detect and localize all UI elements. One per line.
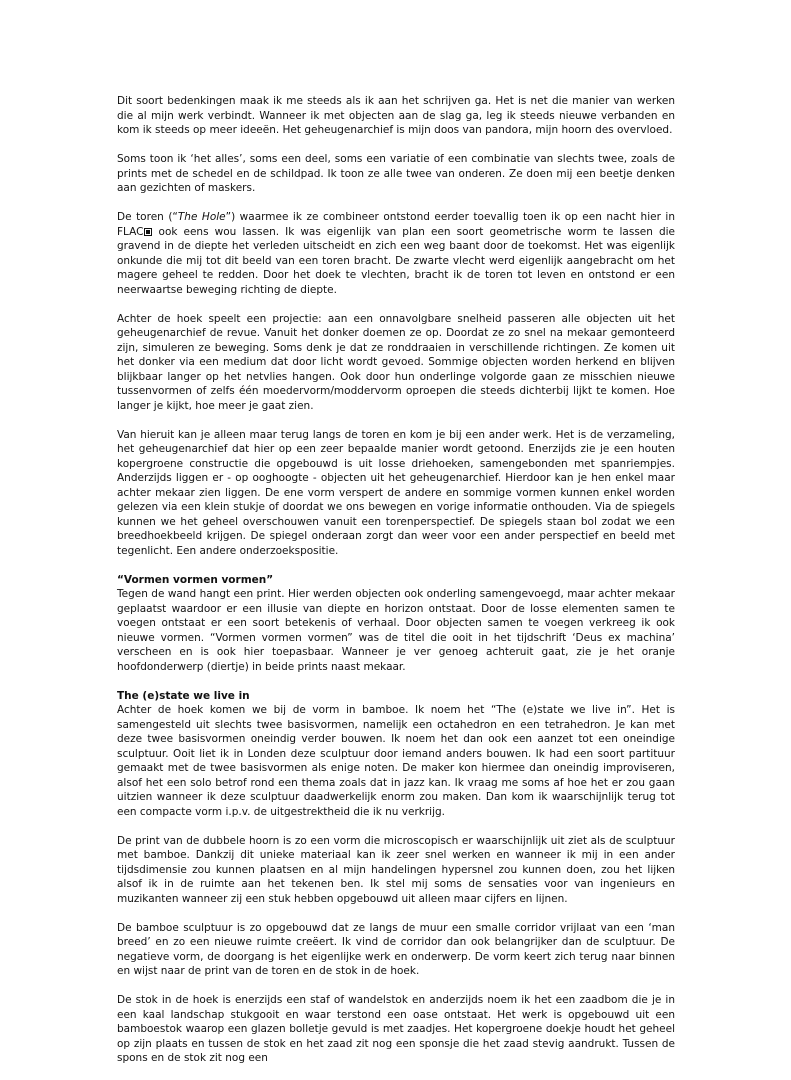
paragraph-projection: Achter de hoek speelt een projectie: aan een onnavolgbare snelheid passeren alle objecten uit het geheugenarchief de revue. Vanuit het donker doemen ze op. Doordat ze zo snel na mekaar gemonteerd zijn, simuleren ze beweging. Soms denk je dat ze ronddraaien in verschillende richtingen. Ze komen uit het donker via een medium dat door licht wordt gevoed. Sommige objecten worden herkend en blijven blijkbaar langer op het netvlies hangen. Ook door hun onderlinge volgorde gaan ze misschien nieuwe tussenvormen of zelfs één moedervorm/moddervorm oproepen die steeds dichterbij lijkt te komen. Hoe langer je kijkt, hoe meer je gaat zien.: [117, 312, 675, 412]
section-body-estate: Achter de hoek komen we bij de vorm in bamboe. Ik noem het “The (e)state we live in”. Het is samengesteld uit slechts twee basisvormen, namelijk een octahedron en een tetrahedron. Je kan met deze twee basisvormen oneindig verder bouwen. Ik noem het dan ook een aanzet tot een oneindige sculptuur. Ooit liet ik in Londen deze sculptuur door iemand anders bouwen. Ik had een soort partituur gemaakt met de twee basisvormen als enige noten. De maker kon hiermee dan oneindig improviseren, alsof het een solo betrof rond een thema zoals dat in jazz kan. Ik vraag me soms af hoe het er zou gaan uitzien wanneer ik deze sculptuur daadwerkelijk enorm zou maken. Dan kom ik waarschijnlijk terug tot een compacte vorm i.p.v. de uitgestrektheid die ik nu verkrijg.: [117, 704, 675, 818]
tower-text-end: ook eens wou lassen. Ik was eigenlijk van plan een soort geometrische worm te lassen die gravend in de diepte het verleden uitscheidt en zich een weg baant door de toekomst. Het was eigenlijk onkunde die mij tot dit beeld van een toren bracht. De zwarte vlecht werd eigenlijk aangebracht om het magere geheel te redden. Door het doek te vlechten, bracht ik de toren tot leven en ontstond er een neerwaartse beweging richting de diepte.: [117, 225, 675, 296]
tower-text-mid: ”) waarmee ik ze combineer ontstond eerder toevallig toen ik op een nacht hier in FLAC: [117, 211, 676, 238]
section-estate: [117, 689, 675, 820]
paragraph-seed-bomb: De stok in de hoek is enerzijds een staf of wandelstok en anderzijds noem ik het een zaadbom die je in een kaal landschap stukgooit en waar terstond een oase ontstaat. Het werk is opgebouwd uit een bamboestok waarop een glazen bolletje gevuld is met zaadjes. Het kopergroene doekje houdt het geheel op zijn plaats en tussen de stok en het zaad zit nog een sponsje die het zaad stevig aandrukt. Tussen de spons en de stok zit nog een: [117, 994, 675, 1064]
paragraph-archive: Van hieruit kan je alleen maar terug langs de toren en kom je bij een ander werk. Het is de verzameling, het geheugenarchief dat hier op een zeer bepaalde manier wordt getoond. Enerzijds zie je een houten kopergroene constructie die opgebouwd is uit losse driehoeken, samengebonden met spanriempjes. Anderzijds liggen er - op ooghoogte - objecten uit het geheugenarchief. Hierdoor kan je hen enkel maar achter mekaar zien liggen. De ene vorm verspert de andere en sommige vormen kunnen enkel worden gelezen via een klein stukje of doordat we ons bewegen en vorige informatie onthouden. Via de spiegels kunnen we het geheel overschouwen vanuit een torenperspectief. De spiegels staan bol zodat we een breedhoekbeeld krijgen. De spiegel onderaan zorgt dan weer voor een ander perspectief en beeld met tegenlicht. Een andere onderzoekspositie.: [117, 428, 675, 557]
paragraph-tower: [117, 210, 675, 297]
paragraph-prints: Soms toon ik ‘het alles’, soms een deel, soms een variatie of een combinatie van slechts twee, zoals de prints met de schedel en de schildpad. Ik toon ze alle twee van onderen. Ze doen mij een beetje denken aan gezichten of maskers.: [117, 153, 675, 194]
section-heading-estate: The (e)state we live in: [117, 689, 250, 702]
section-vormen: [117, 573, 675, 675]
section-heading-vormen: “Vormen vormen vormen”: [117, 573, 274, 586]
section-body-vormen: Tegen de wand hangt een print. Hier werden objecten ook onderling samengevoegd, maar achter mekaar geplaatst waardoor er een illusie van diepte en horizon ontstaat. Door de losse elementen samen te voegen ontstaat er een soort betekenis of verhaal. Door objecten samen te voegen verkreeg ik ook nieuwe vormen. “Vormen vormen vormen” was de titel die ooit in het tijdschrift ‘Deus ex machina’ verscheen en is ook hier toepasbaar. Wanneer je ver genoeg achteruit gaat, zie je het oranje hoofdonderwerp (diertje) in beide prints naast mekaar.: [117, 588, 675, 673]
paragraph-corridor: De bamboe sculptuur is zo opgebouwd dat ze langs de muur een smalle corridor vrijlaat van een ‘man breed’ en zo een nieuwe ruimte creëert. Ik vind de corridor dan ook belangrijker dan de sculptuur. De negatieve vorm, de doorgang is het eigenlijke werk en onderwerp. De vorm keert zich terug naar binnen en wijst naar de print van de toren en de stok in de hoek.: [117, 921, 675, 977]
paragraph-double-horn: De print van de dubbele hoorn is zo een vorm die microscopisch er waarschijnlijk uit ziet als de sculptuur met bamboe. Dankzij dit unieke materiaal kan ik zeer snel werken en wanneer ik mij in een ander tijdsdimensie zou kunnen plaatsen en al mijn handelingen hypersnel zou kunnen doen, zou het lijken alsof ik in de ruimte aan het tekenen ben. Ik stel mij soms de sensaties voor van ingenieurs en muzikanten wanneer zij een stuk hebben opgebouwd uit alleen maar cijfers en lijnen.: [117, 834, 675, 905]
missing-glyph-box-icon: [144, 228, 152, 236]
tower-text-start: De toren (“: [117, 211, 178, 223]
tower-title: The Hole: [177, 211, 226, 223]
paragraph-intro: Dit soort bedenkingen maak ik me steeds als ik aan het schrijven ga. Het is net die manier van werken die al mijn werk verbindt. Wanneer ik met objecten aan de slag ga, leg ik steeds nieuwe verbanden en kom ik steeds op meer ideeën. Het geheugenarchief is mijn doos van pandora, mijn hoorn des overvloed.: [117, 95, 675, 136]
document-page: [117, 94, 675, 1080]
